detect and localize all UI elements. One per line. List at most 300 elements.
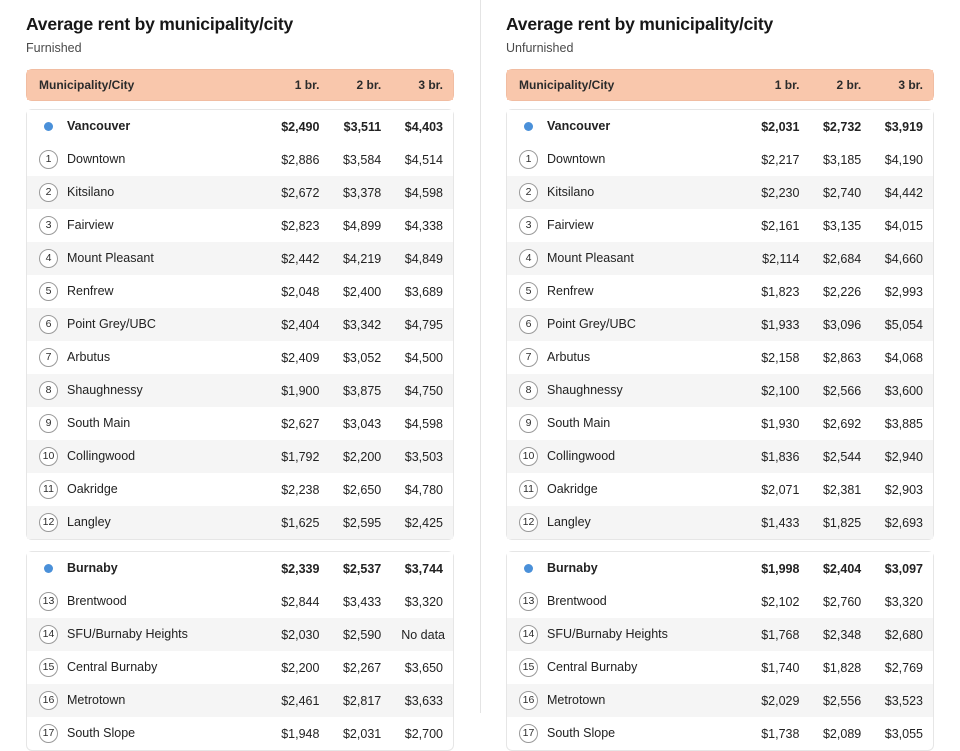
cell-br2: $2,404 (809, 552, 871, 585)
municipality-label: Burnaby (67, 560, 118, 575)
cell-municipality (507, 275, 746, 308)
table-body (27, 110, 453, 539)
table-row[interactable] (27, 374, 453, 407)
panel-subtitle: Unfurnished (506, 41, 574, 55)
cell-municipality (27, 407, 266, 440)
cell-municipality (507, 308, 746, 341)
municipality-label: SFU/Burnaby Heights (67, 626, 188, 641)
name-cell (519, 480, 736, 499)
name-cell (39, 691, 256, 710)
cell-br1: $2,217 (761, 152, 800, 167)
table-row[interactable] (27, 684, 453, 717)
rank-badge: 11 (39, 480, 58, 499)
table-row[interactable] (27, 176, 453, 209)
rank-badge: 9 (39, 414, 58, 433)
cell-municipality (27, 684, 266, 717)
rank-badge: 6 (39, 315, 58, 334)
municipality-label: Fairview (67, 217, 114, 232)
cell-municipality (27, 440, 266, 473)
cell-br1: $2,672 (266, 176, 330, 209)
municipality-label: Arbutus (67, 349, 111, 364)
cell-br2: $2,590 (329, 618, 391, 651)
cell-br3: $4,403 (391, 110, 453, 143)
rank-badge: 10 (39, 447, 58, 466)
table-header (27, 70, 453, 100)
column-header[interactable]: 2 br. (809, 70, 871, 100)
cell-br1: $1,625 (266, 506, 330, 539)
cell-br1: $1,900 (266, 374, 330, 407)
table-row[interactable] (507, 308, 933, 341)
cell-br2: $3,378 (329, 176, 391, 209)
cell-br2: $2,544 (809, 440, 871, 473)
rank-badge: 6 (519, 315, 538, 334)
table-body (27, 552, 453, 750)
column-header[interactable]: Municipality/City (507, 70, 746, 100)
cell-br1: $2,844 (281, 594, 320, 609)
cell-br1: $2,030 (266, 618, 330, 651)
cell-br1: $1,948 (281, 726, 320, 741)
cell-br3: $4,849 (391, 242, 453, 275)
municipality-label: Downtown (67, 151, 126, 166)
table-row[interactable] (27, 618, 453, 651)
table-row[interactable] (507, 374, 933, 407)
name-cell (39, 559, 256, 578)
cell-br3: $4,190 (884, 152, 923, 167)
cell-br1: $2,823 (281, 218, 320, 233)
name-cell (39, 216, 256, 235)
municipality-label: South Main (67, 415, 131, 430)
municipality-label: Brentwood (547, 593, 607, 608)
cell-br2: $1,828 (822, 660, 862, 675)
cell-municipality (27, 374, 266, 407)
cell-br2: $3,096 (809, 308, 871, 341)
cell-br3: $4,598 (404, 416, 443, 431)
cell-br3: $4,338 (404, 218, 443, 233)
table-header-card (506, 69, 934, 101)
table-row[interactable] (27, 585, 453, 618)
table-row[interactable] (507, 341, 933, 374)
cell-br1: $2,102 (761, 594, 800, 609)
cell-br3: $4,660 (871, 242, 933, 275)
cell-municipality (507, 110, 746, 143)
cell-br3: $2,700 (404, 726, 443, 741)
cell-br3: $2,769 (884, 660, 923, 675)
name-cell (39, 625, 256, 644)
cell-br2: $3,342 (329, 308, 391, 341)
cell-br1: $2,114 (746, 242, 810, 275)
municipality-label: Fairview (547, 217, 594, 232)
table-summary-row[interactable] (27, 110, 453, 143)
table-row[interactable] (27, 308, 453, 341)
rank-badge: 17 (39, 724, 58, 743)
municipality-label: Mount Pleasant (67, 250, 154, 265)
name-cell (39, 724, 256, 743)
municipality-label: South Slope (547, 725, 616, 740)
group-card (506, 551, 934, 751)
name-cell (519, 592, 736, 611)
rank-badge: 2 (519, 183, 538, 202)
cell-br2: $2,089 (822, 726, 862, 741)
rank-badge: 9 (519, 414, 538, 433)
cell-br1: $1,792 (266, 440, 330, 473)
cell-br1: $2,031 (746, 110, 810, 143)
cell-br2: $1,825 (809, 506, 871, 539)
cell-br2: $3,135 (822, 218, 862, 233)
cell-municipality (507, 176, 746, 209)
cell-br2: $2,650 (342, 482, 382, 497)
table-row[interactable] (507, 506, 933, 539)
cell-br2: $2,595 (329, 506, 391, 539)
cell-br2: $2,200 (329, 440, 391, 473)
rank-badge: 13 (39, 592, 58, 611)
table-row[interactable] (507, 717, 933, 750)
cell-br1: $1,836 (746, 440, 810, 473)
cell-br1: $1,740 (761, 660, 800, 675)
cell-municipality (507, 618, 746, 651)
cell-municipality (507, 407, 746, 440)
rank-badge: 4 (39, 249, 58, 268)
cell-br2: $3,511 (329, 110, 391, 143)
cell-br3: $3,885 (884, 416, 923, 431)
municipality-label: Arbutus (547, 349, 591, 364)
group-dot-icon (519, 559, 538, 578)
cell-br2: $3,185 (822, 152, 862, 167)
name-cell (39, 658, 256, 677)
table-row[interactable] (27, 717, 453, 750)
cell-br3: $2,693 (871, 506, 933, 539)
cell-br3: $3,744 (391, 552, 453, 585)
name-cell (519, 513, 736, 532)
cell-br3: $3,919 (871, 110, 933, 143)
cell-municipality (27, 717, 266, 750)
cell-br1: $1,768 (746, 618, 810, 651)
group-card (26, 551, 454, 751)
rank-badge: 16 (39, 691, 58, 710)
table-row[interactable] (27, 275, 453, 308)
municipality-label: Shaughnessy (67, 382, 143, 397)
table-header-row (27, 70, 453, 100)
name-cell (39, 592, 256, 611)
cell-br3: $2,993 (884, 284, 923, 299)
cell-br2: $2,381 (822, 482, 862, 497)
cell-municipality (507, 473, 746, 506)
table-row[interactable] (27, 341, 453, 374)
cell-br1: $2,627 (281, 416, 320, 431)
rank-badge: 2 (39, 183, 58, 202)
cell-br3: $2,940 (871, 440, 933, 473)
table-row[interactable] (507, 407, 933, 440)
cell-municipality (27, 651, 266, 684)
rank-badge: 14 (39, 625, 58, 644)
cell-br1: $2,230 (746, 176, 810, 209)
cell-br1: $2,404 (266, 308, 330, 341)
cell-br3: $3,320 (404, 594, 443, 609)
group-dot-icon (39, 117, 58, 136)
table-header-row (507, 70, 933, 100)
panel-subtitle: Furnished (26, 41, 82, 55)
column-header[interactable]: 2 br. (329, 70, 391, 100)
name-cell (519, 117, 736, 136)
name-cell (519, 381, 736, 400)
group-dot-icon (519, 117, 538, 136)
municipality-label: Langley (67, 514, 111, 529)
cell-municipality (27, 176, 266, 209)
rent-table (27, 552, 453, 750)
cell-municipality (507, 552, 746, 585)
municipality-label: SFU/Burnaby Heights (547, 626, 668, 641)
cell-municipality (507, 341, 746, 374)
cell-br2: $2,537 (329, 552, 391, 585)
cell-municipality (27, 473, 266, 506)
cell-municipality (507, 374, 746, 407)
cell-municipality (27, 618, 266, 651)
panel-unfurnished (480, 0, 960, 741)
cell-br1: $2,100 (746, 374, 810, 407)
cell-br2: $2,267 (342, 660, 382, 675)
municipality-label: South Slope (67, 725, 136, 740)
municipality-label: Point Grey/UBC (67, 316, 156, 331)
cell-br2: $3,052 (342, 350, 382, 365)
municipality-label: Langley (547, 514, 591, 529)
cell-municipality (27, 341, 266, 374)
table-row[interactable] (507, 651, 933, 684)
table-row[interactable] (27, 407, 453, 440)
rank-badge: 11 (519, 480, 538, 499)
table-row[interactable] (507, 585, 933, 618)
group-dot-icon (39, 559, 58, 578)
cell-br3: $3,055 (884, 726, 923, 741)
table-row[interactable] (507, 440, 933, 473)
table-summary-row[interactable] (27, 552, 453, 585)
municipality-label: Downtown (547, 151, 606, 166)
municipality-label: Metrotown (547, 692, 606, 707)
cell-br2: $2,566 (809, 374, 871, 407)
cell-br3: $3,689 (404, 284, 443, 299)
cell-br3: $3,633 (391, 684, 453, 717)
column-header[interactable]: 1 br. (266, 70, 330, 100)
name-cell (519, 282, 736, 301)
group-card (506, 109, 934, 540)
table-row[interactable] (507, 242, 933, 275)
cell-br2: $2,692 (822, 416, 862, 431)
municipality-label: South Main (547, 415, 611, 430)
cell-br3: $3,650 (404, 660, 443, 675)
municipality-label: Shaughnessy (547, 382, 623, 397)
name-cell (519, 559, 736, 578)
name-cell (519, 183, 736, 202)
cell-br2: $2,817 (329, 684, 391, 717)
cell-br2: $3,433 (342, 594, 382, 609)
rank-badge: 7 (519, 348, 538, 367)
rank-badge: 15 (39, 658, 58, 677)
table-row[interactable] (507, 684, 933, 717)
cell-br1: $2,886 (281, 152, 320, 167)
cell-br2: $2,348 (809, 618, 871, 651)
name-cell (39, 315, 256, 334)
cell-br1: $1,823 (761, 284, 800, 299)
cell-br1: $2,029 (746, 684, 810, 717)
cell-br3: $4,015 (884, 218, 923, 233)
cell-municipality (507, 717, 746, 750)
name-cell (39, 447, 256, 466)
table-row[interactable] (507, 618, 933, 651)
cell-br3: No data (391, 618, 453, 651)
cell-municipality (507, 651, 746, 684)
table-header (507, 70, 933, 100)
name-cell (519, 658, 736, 677)
rent-table (27, 110, 453, 539)
municipality-label: Kitsilano (547, 184, 595, 199)
name-cell (39, 117, 256, 136)
cell-br3: $3,097 (871, 552, 933, 585)
cell-municipality (507, 684, 746, 717)
name-cell (519, 691, 736, 710)
table-row[interactable] (507, 473, 933, 506)
municipality-label: Vancouver (547, 118, 611, 133)
cell-br1: $2,409 (281, 350, 320, 365)
cell-br2: $3,875 (329, 374, 391, 407)
cell-br2: $4,899 (342, 218, 382, 233)
name-cell (39, 249, 256, 268)
cell-municipality (507, 242, 746, 275)
cell-br1: $2,048 (281, 284, 320, 299)
municipality-label: Burnaby (547, 560, 598, 575)
cell-br2: $2,031 (342, 726, 382, 741)
rank-badge: 17 (519, 724, 538, 743)
table-row[interactable] (27, 209, 453, 242)
rank-badge: 5 (519, 282, 538, 301)
table-summary-row[interactable] (507, 552, 933, 585)
rank-badge: 3 (39, 216, 58, 235)
cell-br2: $2,226 (822, 284, 862, 299)
name-cell (519, 150, 736, 169)
cell-br3: $4,068 (884, 350, 923, 365)
municipality-label: Brentwood (67, 593, 127, 608)
cell-br3: $3,600 (871, 374, 933, 407)
name-cell (39, 348, 256, 367)
name-cell (39, 183, 256, 202)
cell-municipality (27, 242, 266, 275)
cell-br1: $2,339 (266, 552, 330, 585)
rank-badge: 12 (519, 513, 538, 532)
rank-badge: 15 (519, 658, 538, 677)
cell-br3: $5,054 (871, 308, 933, 341)
table-summary-row[interactable] (507, 110, 933, 143)
name-cell (519, 315, 736, 334)
column-header[interactable]: 1 br. (746, 70, 810, 100)
cell-br1: $1,738 (761, 726, 800, 741)
name-cell (519, 249, 736, 268)
table-row[interactable] (507, 275, 933, 308)
table-row[interactable] (507, 209, 933, 242)
municipality-label: Oakridge (67, 481, 118, 496)
cell-br1: $2,161 (761, 218, 800, 233)
cell-br1: $2,158 (761, 350, 800, 365)
rank-badge: 14 (519, 625, 538, 644)
column-header[interactable]: 3 br. (391, 70, 453, 100)
name-cell (39, 480, 256, 499)
table-row[interactable] (27, 651, 453, 684)
cell-br3: $2,425 (391, 506, 453, 539)
cell-municipality (507, 585, 746, 618)
municipality-label: Metrotown (67, 692, 126, 707)
cell-br1: $1,933 (746, 308, 810, 341)
cell-municipality (507, 143, 746, 176)
name-cell (519, 625, 736, 644)
cell-br1: $2,238 (281, 482, 320, 497)
rank-badge: 5 (39, 282, 58, 301)
municipality-label: Vancouver (67, 118, 131, 133)
rank-badge: 4 (519, 249, 538, 268)
cell-municipality (507, 209, 746, 242)
rank-badge: 1 (39, 150, 58, 169)
cell-br2: $2,684 (809, 242, 871, 275)
cell-br3: $2,903 (884, 482, 923, 497)
cell-br2: $3,584 (342, 152, 382, 167)
cell-municipality (27, 585, 266, 618)
cell-br3: $4,500 (404, 350, 443, 365)
cell-municipality (27, 110, 266, 143)
rank-badge: 8 (39, 381, 58, 400)
cell-br1: $2,490 (266, 110, 330, 143)
municipality-label: Central Burnaby (67, 659, 158, 674)
cell-br2: $2,400 (342, 284, 382, 299)
cell-br3: $4,795 (391, 308, 453, 341)
rank-badge: 12 (39, 513, 58, 532)
cell-br3: $3,523 (871, 684, 933, 717)
cell-br1: $2,200 (281, 660, 320, 675)
panel-furnished (0, 0, 480, 741)
table-row[interactable] (27, 242, 453, 275)
cell-br2: $4,219 (329, 242, 391, 275)
cell-br3: $4,598 (391, 176, 453, 209)
cell-municipality (507, 506, 746, 539)
table-row[interactable] (27, 143, 453, 176)
cell-br2: $2,740 (809, 176, 871, 209)
rent-table (507, 552, 933, 750)
cell-br1: $2,071 (761, 482, 800, 497)
municipality-label: Collingwood (67, 448, 136, 463)
column-header[interactable]: 3 br. (871, 70, 933, 100)
cell-municipality (27, 143, 266, 176)
municipality-label: Mount Pleasant (547, 250, 634, 265)
municipality-label: Collingwood (547, 448, 616, 463)
table-row[interactable] (507, 143, 933, 176)
municipality-label: Point Grey/UBC (547, 316, 636, 331)
cell-br3: $3,320 (884, 594, 923, 609)
cell-br2: $2,732 (809, 110, 871, 143)
name-cell (519, 447, 736, 466)
rank-badge: 10 (519, 447, 538, 466)
column-header[interactable]: Municipality/City (27, 70, 266, 100)
cell-br2: $2,863 (822, 350, 862, 365)
cell-br3: $4,442 (871, 176, 933, 209)
cell-br1: $2,442 (266, 242, 330, 275)
page-title: Average rent by municipality/city (506, 14, 774, 34)
name-cell (519, 348, 736, 367)
table-row[interactable] (27, 473, 453, 506)
cell-br2: $2,760 (822, 594, 862, 609)
table-row[interactable] (27, 506, 453, 539)
table-row[interactable] (507, 176, 933, 209)
table-body (507, 110, 933, 539)
name-cell (39, 150, 256, 169)
municipality-label: Central Burnaby (547, 659, 638, 674)
cell-br1: $1,998 (746, 552, 810, 585)
cell-br3: $3,503 (391, 440, 453, 473)
table-row[interactable] (27, 440, 453, 473)
name-cell (39, 282, 256, 301)
